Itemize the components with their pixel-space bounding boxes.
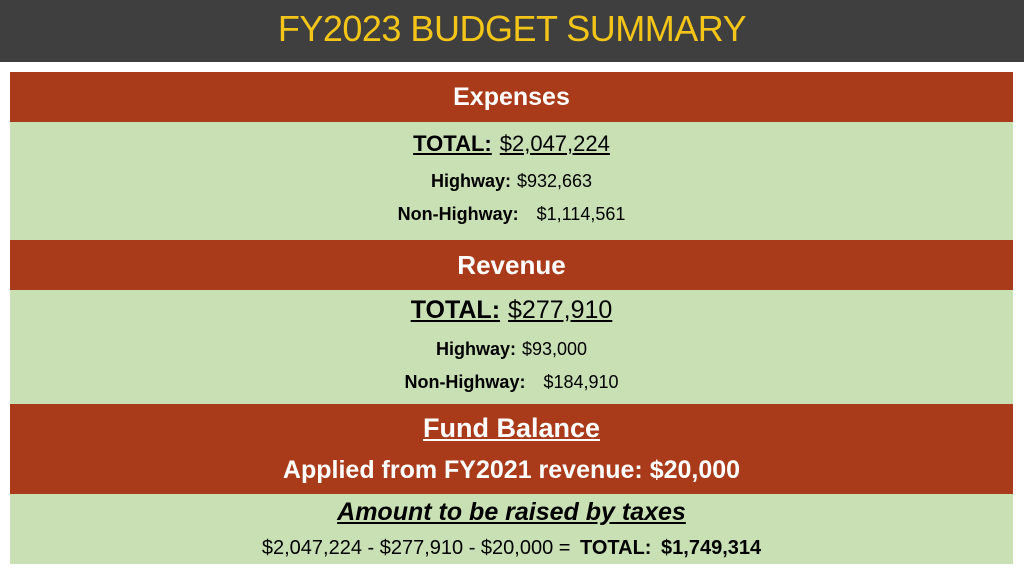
revenue-total	[411, 296, 613, 325]
expenses-total	[413, 131, 610, 157]
revenue-total-label: TOTAL:	[410, 295, 501, 324]
revenue-body-row	[10, 290, 1013, 404]
expenses-non-highway-value: $1,114,561	[536, 204, 626, 224]
revenue-header: Revenue	[457, 249, 566, 280]
revenue-non-highway-label: Non-Highway:	[404, 371, 526, 392]
budget-table	[10, 72, 1013, 564]
taxes-total-label: TOTAL:	[580, 537, 652, 559]
fund-balance-applied: Applied from FY2021 revenue: $20,000	[282, 456, 741, 484]
taxes-total-value: $1,749,314	[661, 537, 762, 559]
fund-balance-row	[10, 404, 1013, 494]
title-bar	[0, 0, 1024, 62]
taxes-header: Amount to be raised by taxes	[337, 498, 686, 526]
revenue-highway	[436, 333, 587, 366]
expenses-highway-label: Highway:	[430, 171, 511, 191]
taxes-row	[10, 494, 1013, 564]
expenses-total-label: TOTAL:	[413, 131, 492, 156]
revenue-non-highway-value: $184,910	[543, 371, 619, 392]
revenue-highway-value: $93,000	[521, 338, 588, 359]
expenses-header-row	[10, 72, 1013, 122]
expenses-body-row	[10, 122, 1013, 240]
expenses-non-highway	[398, 198, 626, 231]
revenue-total-value: $277,910	[508, 295, 613, 324]
expenses-highway-value: $932,663	[516, 171, 593, 191]
expenses-header: Expenses	[453, 82, 570, 111]
expenses-non-highway-label: Non-Highway:	[397, 204, 519, 224]
fund-balance-header: Fund Balance	[422, 413, 601, 443]
taxes-formula: $2,047,224 - $277,910 - $20,000 =	[261, 537, 571, 559]
revenue-header-row	[10, 240, 1013, 290]
expenses-total-value: $2,047,224	[499, 131, 610, 156]
expenses-highway	[431, 165, 592, 198]
revenue-non-highway	[404, 366, 618, 399]
taxes-formula-line	[262, 537, 761, 560]
revenue-highway-label: Highway:	[435, 338, 516, 359]
page-title: FY2023 BUDGET SUMMARY	[277, 8, 747, 49]
